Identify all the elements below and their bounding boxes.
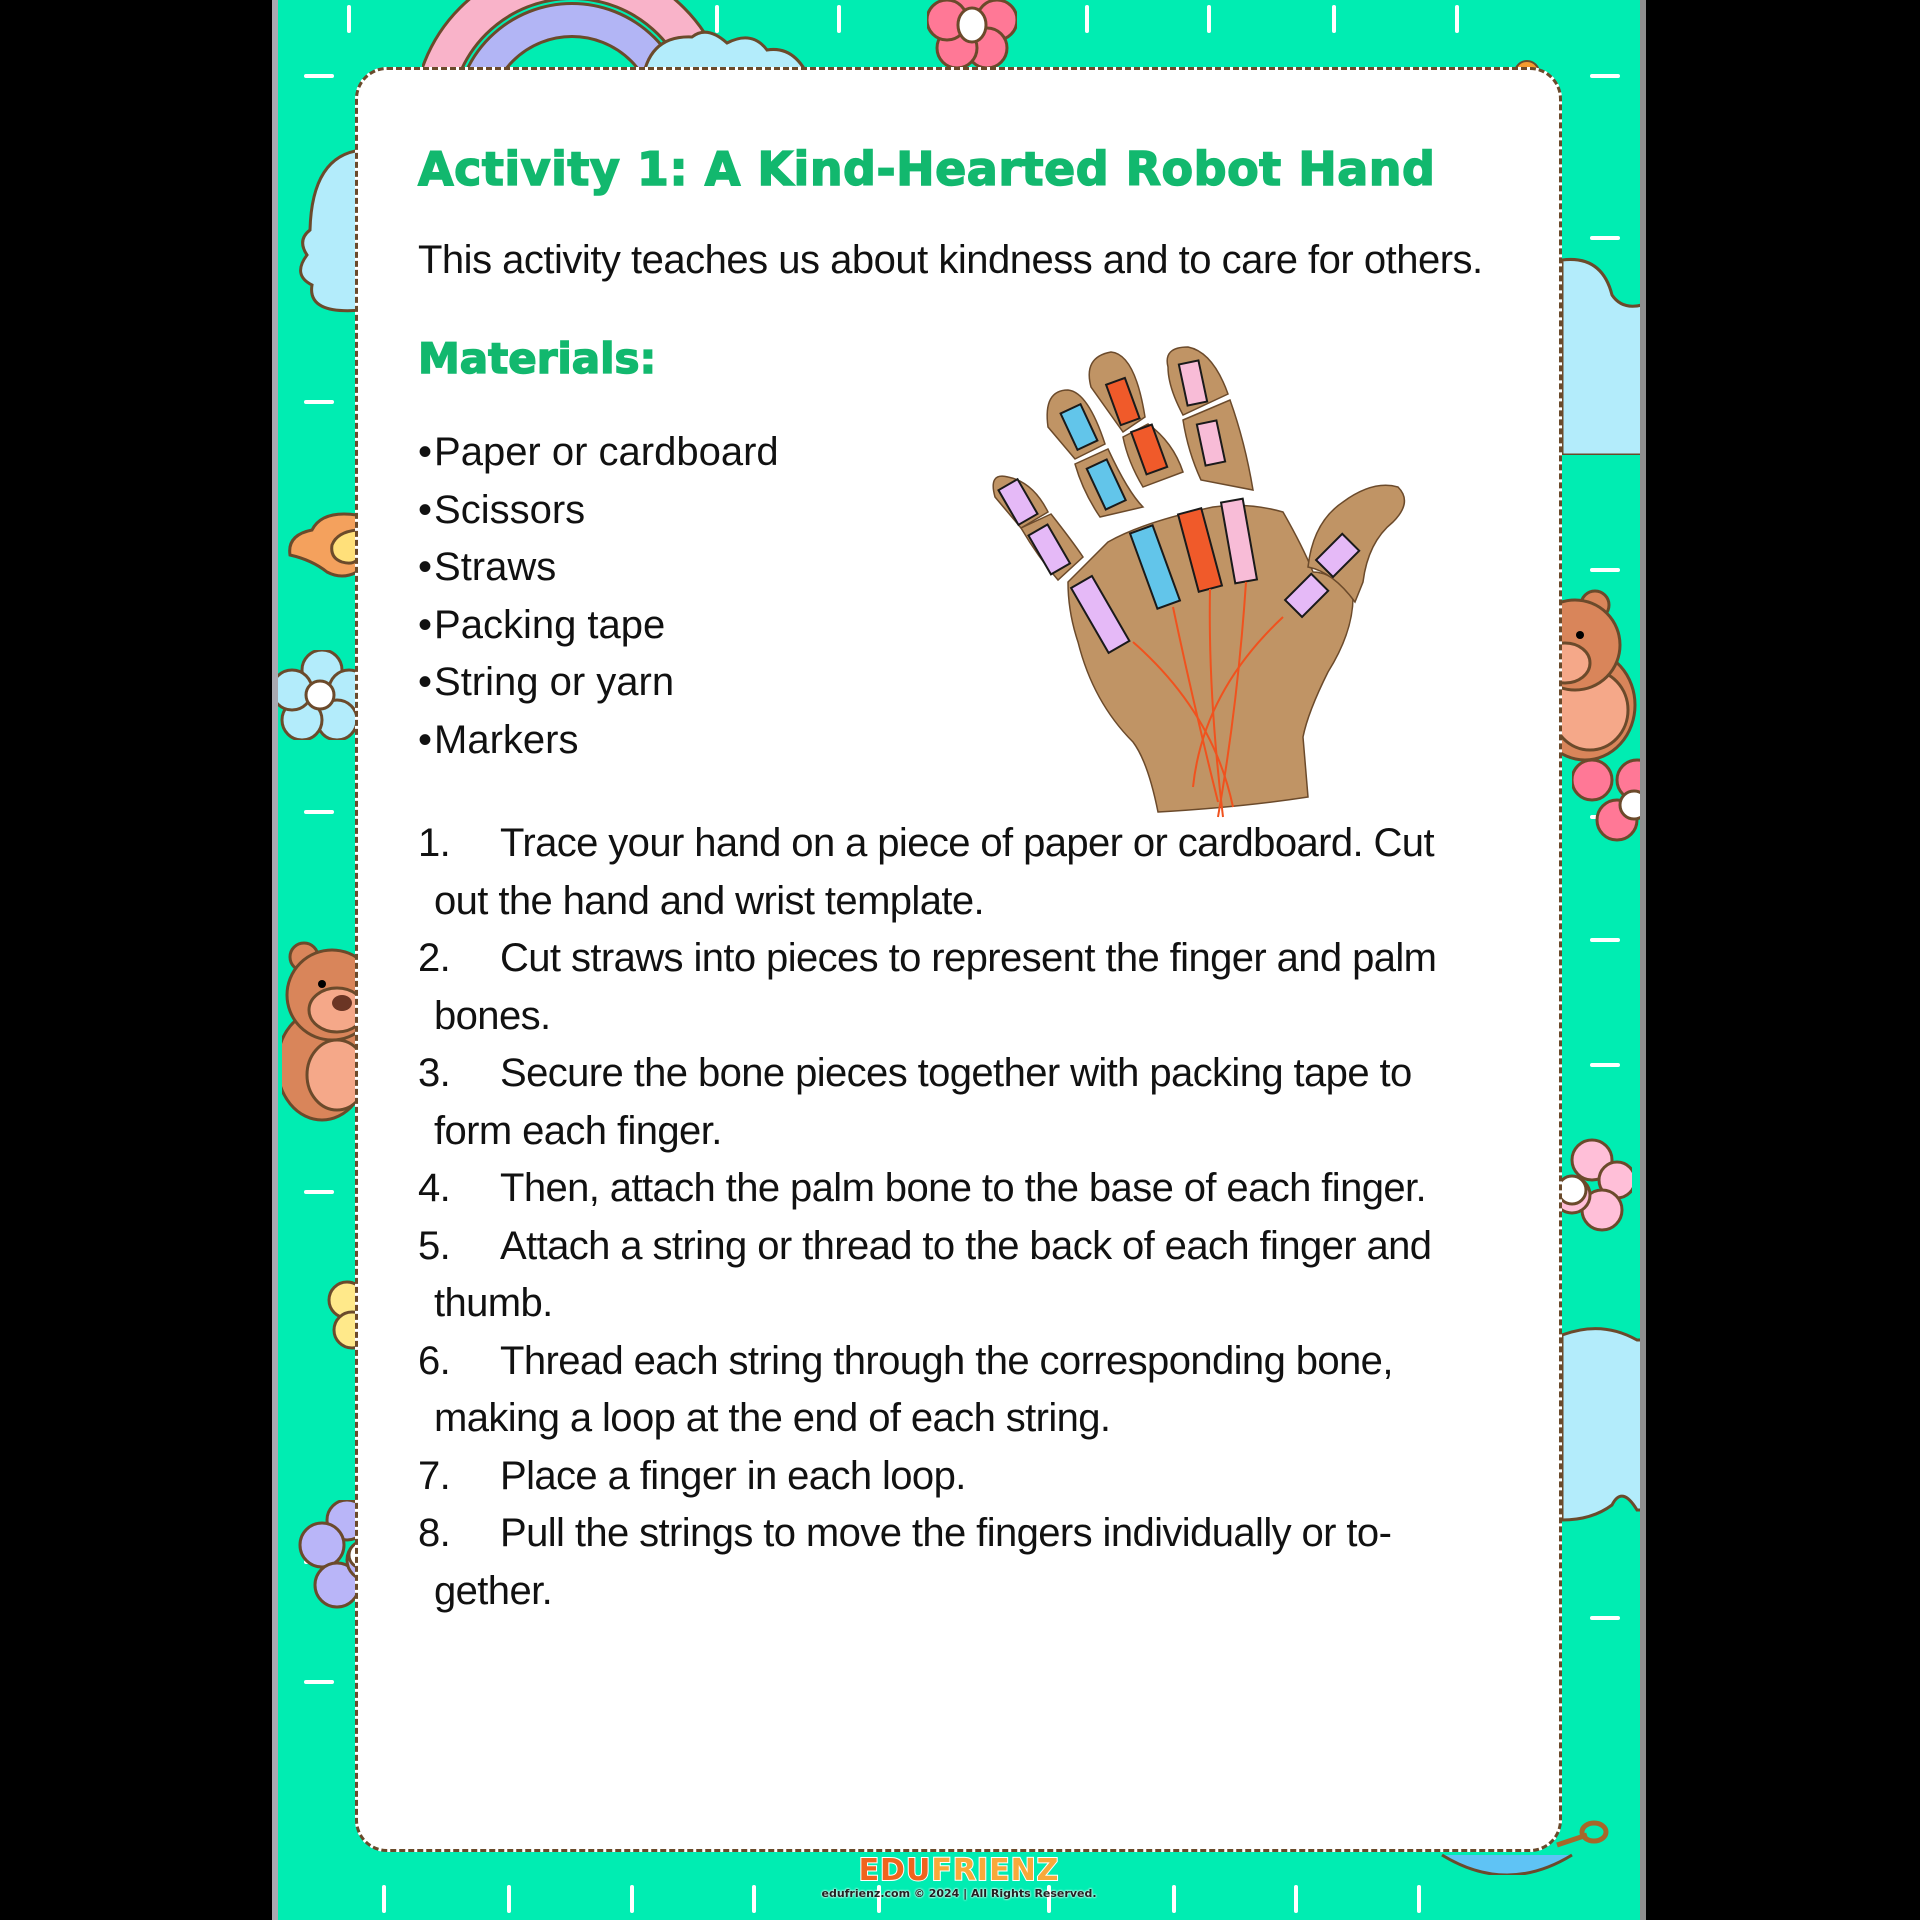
step-item xyxy=(418,1218,1468,1333)
step-number: 4. xyxy=(418,1166,451,1210)
leaf-icon xyxy=(282,510,357,580)
step-number: 1. xyxy=(418,821,451,865)
cloud-icon xyxy=(292,145,362,315)
teddy-bear-icon xyxy=(1560,585,1640,775)
logo-part-edu: EDU xyxy=(858,1853,932,1888)
border-tick xyxy=(1085,5,1089,33)
material-item: • String or yarn xyxy=(418,654,779,712)
step-number: 5. xyxy=(418,1223,451,1268)
edufrienz-logo xyxy=(272,1855,1646,1887)
material-item: • Scissors xyxy=(418,482,779,540)
step-text: Cut straws into pieces to represent the finger and palm bones. xyxy=(434,936,1437,1038)
border-tick xyxy=(1332,5,1336,33)
page-edge-left xyxy=(272,0,278,1920)
flower-icon xyxy=(292,1500,362,1610)
border-tick xyxy=(1590,1063,1620,1067)
logo-part-frienz: FRIENZ xyxy=(931,1853,1060,1888)
robot-hand-illustration xyxy=(983,332,1413,822)
material-item: • Markers xyxy=(418,712,779,770)
border-tick xyxy=(304,810,334,814)
step-item xyxy=(418,815,1468,930)
step-number: 3. xyxy=(418,1051,451,1095)
border-tick xyxy=(304,400,334,404)
step-text: Secure the bone pieces together with packing tape to form each finger. xyxy=(434,1051,1412,1153)
border-tick xyxy=(304,1680,334,1684)
step-text: Trace your hand on a piece of paper or cardboard. Cut out the hand and wrist template. xyxy=(434,821,1434,923)
border-tick xyxy=(1590,938,1620,942)
activity-intro: This activity teaches us about kindness and to care for others. xyxy=(418,238,1483,282)
step-number: 8. xyxy=(418,1511,451,1555)
flower-icon xyxy=(317,1280,357,1350)
border-tick xyxy=(1207,5,1211,33)
teddy-bear-icon xyxy=(282,935,357,1125)
step-item xyxy=(418,930,1468,1045)
materials-heading: Materials: xyxy=(418,334,657,383)
flower-icon xyxy=(277,650,357,740)
cloud-icon xyxy=(1562,255,1646,455)
materials-list xyxy=(418,424,779,769)
border-tick xyxy=(304,1190,334,1194)
activity-card xyxy=(355,67,1562,1852)
flower-icon xyxy=(1562,1135,1632,1235)
footer xyxy=(272,1855,1646,1900)
step-item xyxy=(418,1505,1468,1620)
border-tick xyxy=(837,5,841,33)
border-tick xyxy=(1590,1616,1620,1620)
worksheet-page xyxy=(272,0,1646,1920)
flower-icon xyxy=(927,0,1017,70)
material-item: • Straws xyxy=(418,539,779,597)
step-item xyxy=(418,1333,1468,1448)
border-tick xyxy=(304,74,334,78)
flower-icon xyxy=(1572,750,1642,850)
step-number: 6. xyxy=(418,1338,451,1383)
step-text: Then, attach the palm bone to the base of each finger. xyxy=(500,1166,1427,1210)
border-tick xyxy=(1590,568,1620,572)
step-text: Thread each string through the corresponding bone, making a loop at the end of each string. xyxy=(434,1338,1393,1440)
step-number: 2. xyxy=(418,936,451,980)
copyright-text: edufrienz.com © 2024 | All Rights Reserved. xyxy=(821,1887,1097,1900)
cloud-icon xyxy=(1562,1320,1646,1530)
border-tick xyxy=(1590,236,1620,240)
step-item xyxy=(418,1045,1468,1160)
step-item xyxy=(418,1448,1468,1506)
step-item xyxy=(418,1160,1468,1218)
step-text: Pull the strings to move the fingers individually or to-gether. xyxy=(434,1511,1392,1613)
instruction-steps xyxy=(418,815,1468,1620)
material-item: • Packing tape xyxy=(418,597,779,655)
border-tick xyxy=(1590,74,1620,78)
step-text: Attach a string or thread to the back of each finger and thumb. xyxy=(434,1223,1432,1325)
step-text: Place a finger in each loop. xyxy=(500,1453,966,1498)
border-tick xyxy=(1455,5,1459,33)
material-item: • Paper or cardboard xyxy=(418,424,779,482)
activity-title: Activity 1: A Kind-Hearted Robot Hand xyxy=(418,142,1436,196)
step-number: 7. xyxy=(418,1453,451,1498)
border-tick xyxy=(347,5,351,33)
page-edge-right xyxy=(1640,0,1646,1920)
